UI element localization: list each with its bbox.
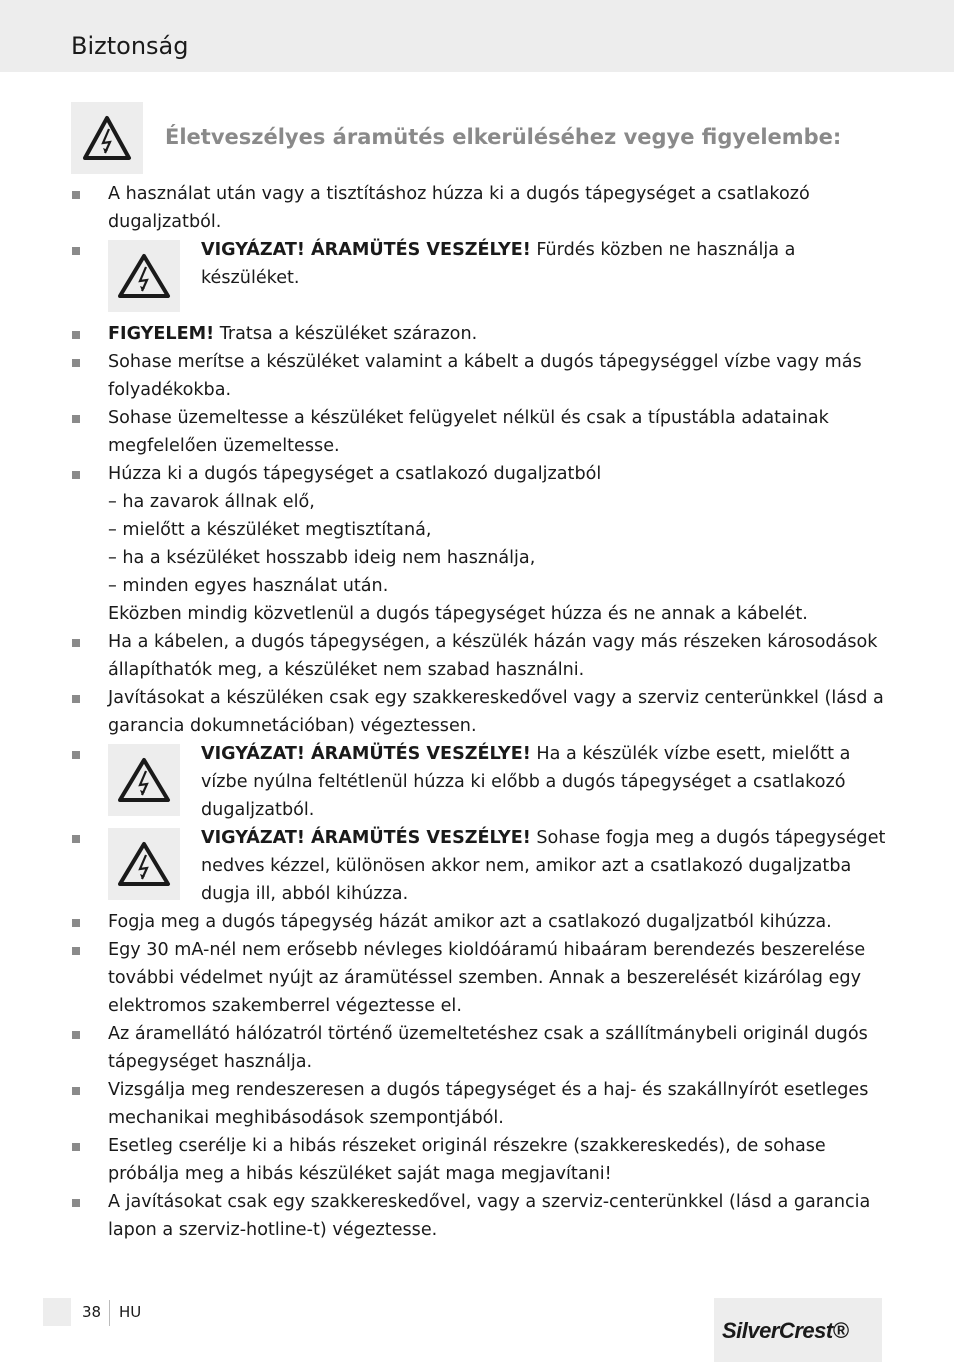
square-bullet-icon bbox=[72, 415, 80, 423]
list-item: Sohase merítse a készüléket valamint a kábelt a dugós tápegységgel vízbe vagy más folyadékokba. bbox=[0, 348, 954, 404]
square-bullet-icon bbox=[72, 191, 80, 199]
safety-list bbox=[0, 180, 954, 1244]
list-item: Fogja meg a dugós tápegység házát amikor azt a csatlakozó dugaljzatból kihúzza. bbox=[0, 908, 954, 936]
list-item: Húzza ki a dugós tápegységet a csatlakozó dugaljzatból – ha zavarok állnak elő, – mielőtt a készüléket megtisztítaná, – ha a ksézüléket hosszabb ideig nem használja, – minden egyes használat után. Eközben mindig közvetlenül a dugós tápegységet húzza és ne annak a kábelét. bbox=[0, 460, 954, 628]
warning-box bbox=[108, 744, 180, 816]
list-item: Ha a kábelen, a dugós tápegységen, a készülék házán vagy más részeken károsodások állapíthatók meg, a készüléket nem szabad használni. bbox=[0, 628, 954, 684]
list-item: Esetleg cserélje ki a hibás részeket originál részekre (szakkereskedés), de sohase próbálja meg a hibás készüléket saját maga megjavítani! bbox=[0, 1132, 954, 1188]
square-bullet-icon bbox=[72, 695, 80, 703]
brand-logo: SilverCrest® bbox=[722, 1318, 849, 1343]
list-item: Egy 30 mA-nél nem erősebb névleges kioldóáramú hibaáram berendezés beszerelése további védelmet nyújt az áramütéssel szemben. Annak a beszerelését kizárólag egy elektromos szakemberrel végeztesse el. bbox=[0, 936, 954, 1020]
sub-item: – mielőtt a készüléket megtisztítaná, bbox=[108, 520, 432, 540]
sub-item: – ha zavarok állnak elő, bbox=[108, 492, 315, 512]
list-item-warning: VIGYÁZAT! ÁRAMÜTÉS VESZÉLYE! Ha a készülék vízbe esett, mielőtt a vízbe nyúlna feltétlenül húzza ki előbb a dugós tápegységet a csatlakozó dugaljzatból. bbox=[0, 740, 954, 824]
electric-shock-warning-icon bbox=[82, 115, 132, 161]
page-title: Biztonság bbox=[71, 32, 189, 60]
list-item: A javításokat csak egy szakkereskedővel, vagy a szerviz-centerünkkel (lásd a garancia lapon a szerviz-hotline-t) végeztesse. bbox=[0, 1188, 954, 1244]
square-bullet-icon bbox=[72, 1031, 80, 1039]
list-item: A használat után vagy a tisztításhoz húzza ki a dugós tápegységet a csatlakozó dugaljzatból. bbox=[0, 180, 954, 236]
electric-shock-warning-icon bbox=[117, 253, 171, 299]
square-bullet-icon bbox=[72, 919, 80, 927]
square-bullet-icon bbox=[72, 1087, 80, 1095]
square-bullet-icon bbox=[72, 331, 80, 339]
sub-item: – ha a ksézüléket hosszabb ideig nem használja, bbox=[108, 548, 536, 568]
electric-shock-warning-icon bbox=[117, 757, 171, 803]
square-bullet-icon bbox=[72, 471, 80, 479]
warning-box bbox=[108, 828, 180, 900]
square-bullet-icon bbox=[72, 751, 80, 759]
list-item: Vizsgálja meg rendeszeresen a dugós tápegységet és a haj- és szakállnyírót esetleges mechanikai meghibásodások szempontjából. bbox=[0, 1076, 954, 1132]
list-item: Az áramellátó hálózatról történő üzemeltetéshez csak a szállítmánybeli originál dugós tápegységet használja. bbox=[0, 1020, 954, 1076]
list-item: Javításokat a készüléken csak egy szakkereskedővel vagy a szerviz centerünkkel (lásd a garancia dokumnetációban) végeztessen. bbox=[0, 684, 954, 740]
list-item-warning: VIGYÁZAT! ÁRAMÜTÉS VESZÉLYE! Sohase fogja meg a dugós tápegységet nedves kézzel, különösen akkor nem, amikor azt a csatlakozó dugaljzatba dugja ill, abból kihúzza. bbox=[0, 824, 954, 908]
square-bullet-icon bbox=[72, 359, 80, 367]
section-heading: Életveszélyes áramütés elkerüléséhez vegye figyelembe: bbox=[165, 125, 842, 149]
heading-warning-box bbox=[71, 102, 143, 174]
page-number: 38 bbox=[82, 1303, 102, 1321]
sub-note: Eközben mindig közvetlenül a dugós tápegységet húzza és ne annak a kábelét. bbox=[108, 604, 808, 624]
square-bullet-icon bbox=[72, 835, 80, 843]
page-language: HU bbox=[119, 1303, 142, 1321]
square-bullet-icon bbox=[72, 947, 80, 955]
square-bullet-icon bbox=[72, 1143, 80, 1151]
square-bullet-icon bbox=[72, 247, 80, 255]
list-item: Sohase üzemeltesse a készüléket felügyelet nélkül és csak a típustábla adatainak megfelelően üzemeltesse. bbox=[0, 404, 954, 460]
list-item-warning: VIGYÁZAT! ÁRAMÜTÉS VESZÉLYE! Fürdés közben ne használja a készüléket. bbox=[0, 236, 954, 320]
footer-divider bbox=[109, 1300, 110, 1326]
sub-item: – minden egyes használat után. bbox=[108, 576, 389, 596]
square-bullet-icon bbox=[72, 1199, 80, 1207]
footer-marker bbox=[43, 1298, 71, 1326]
square-bullet-icon bbox=[72, 639, 80, 647]
warning-box bbox=[108, 240, 180, 312]
electric-shock-warning-icon bbox=[117, 841, 171, 887]
list-item: FIGYELEM! Tratsa a készüléket szárazon. bbox=[0, 320, 954, 348]
